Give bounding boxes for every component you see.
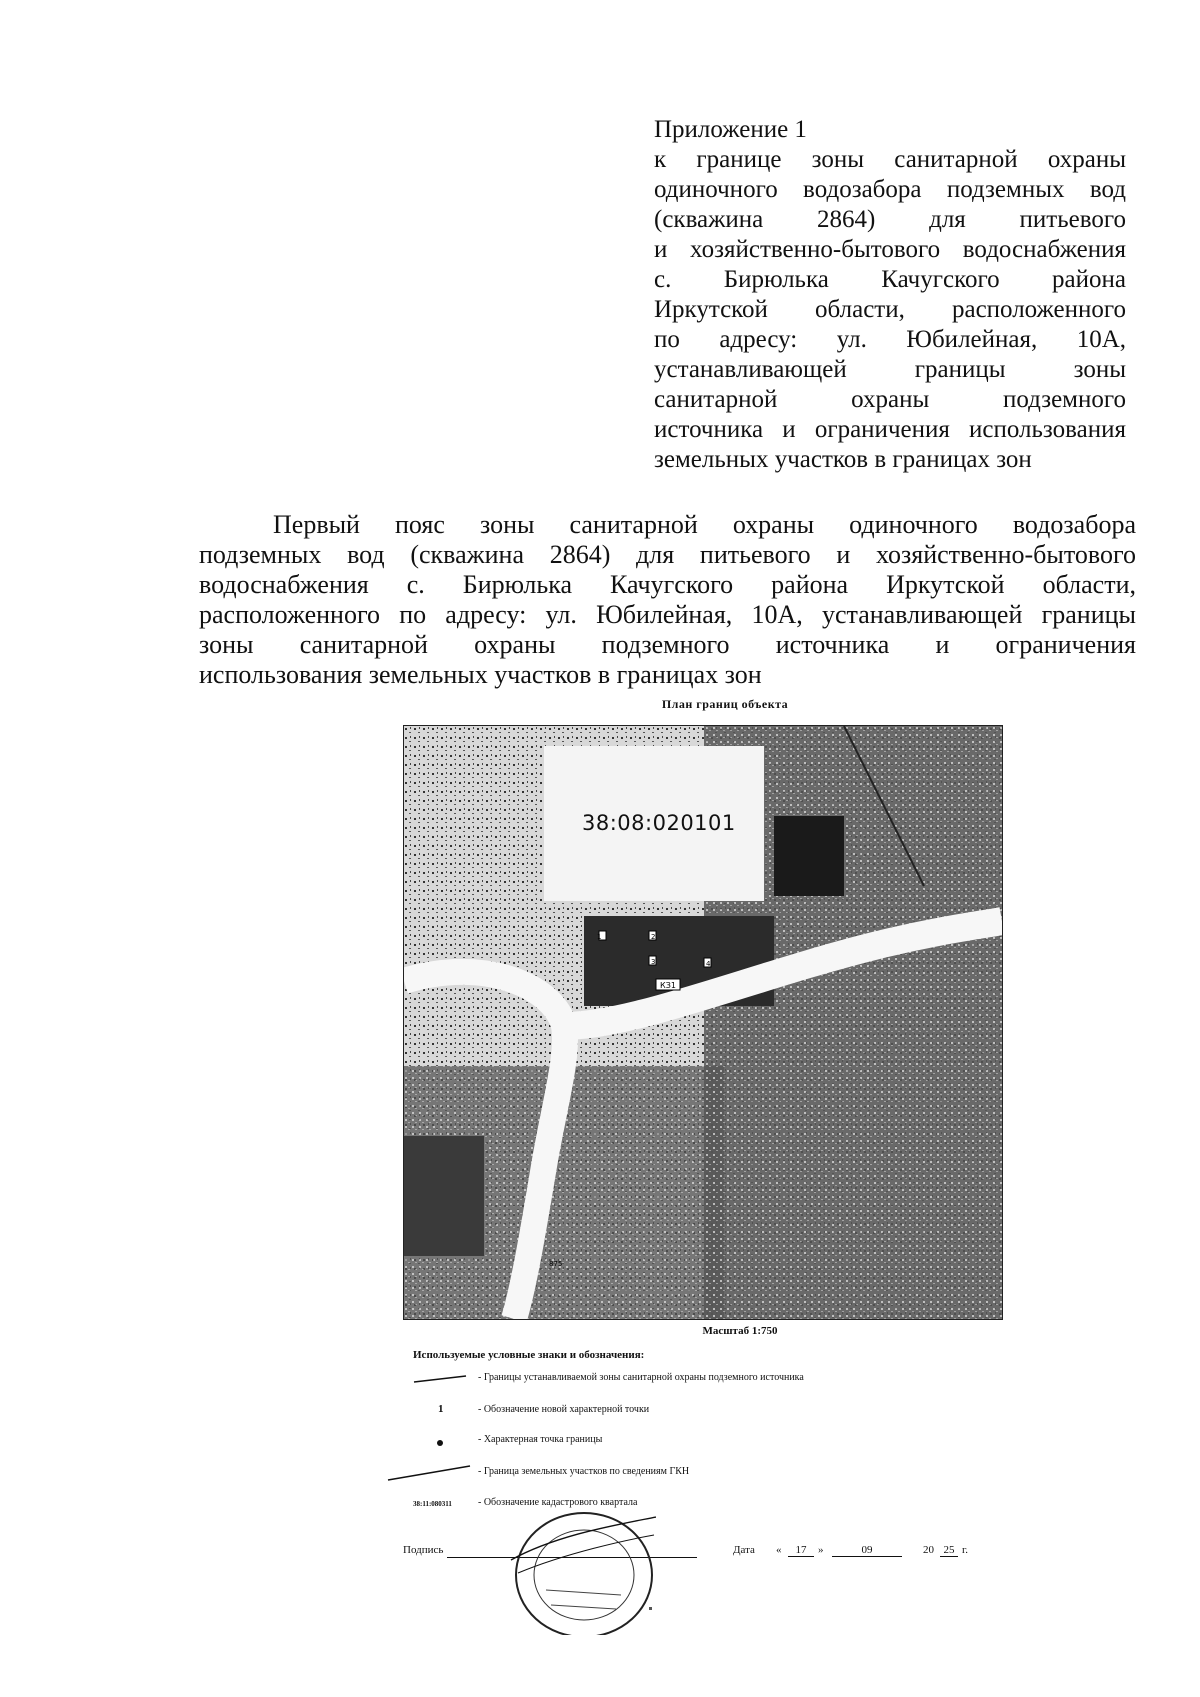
parcel-label: 875 xyxy=(549,1260,563,1268)
legend-item-cadastral-quarter: - Обозначение кадастрового квартала xyxy=(478,1497,638,1508)
date-month: 09 xyxy=(832,1544,902,1557)
legend-heading: Используемые условные знаки и обозначения: xyxy=(413,1349,645,1361)
appendix-line: одиночного водозабора подземных вод xyxy=(654,176,1126,203)
appendix-line: (скважина 2864) для питьевого xyxy=(654,206,1126,233)
new-point-symbol: 1 xyxy=(438,1403,444,1415)
appendix-line: источника и ограничения использования xyxy=(654,416,1126,443)
paragraph-line: водоснабжения с. Бирюлька Качугского района Иркутской области, xyxy=(199,570,1136,599)
appendix-line: по адресу: ул. Юбилейная, 10А, xyxy=(654,326,1126,353)
appendix-line: с. Бирюлька Качугского района xyxy=(654,266,1126,293)
point-label: 4 xyxy=(706,960,711,968)
point-label: 2 xyxy=(651,933,656,941)
appendix-title: Приложение 1 xyxy=(654,116,807,143)
page-mark xyxy=(649,1607,652,1610)
date-quote-open: « xyxy=(776,1544,782,1556)
appendix-line: и хозяйственно-бытового водоснабжения xyxy=(654,236,1126,263)
plan-title: План границ объекта xyxy=(661,697,789,711)
appendix-line: Иркутской области, расположенного xyxy=(654,296,1126,323)
date-day: 17 xyxy=(788,1544,814,1557)
paragraph-line: Первый пояс зоны санитарной охраны одиночного водозабора xyxy=(273,510,1136,539)
paragraph-line: зоны санитарной охраны подземного источника и ограничения xyxy=(199,630,1136,659)
paragraph-line: расположенного по адресу: ул. Юбилейная, 10А, устанавливающей границы xyxy=(199,600,1136,629)
appendix-line: к границе зоны санитарной охраны xyxy=(654,146,1126,173)
point-label: 3 xyxy=(651,958,656,966)
date-year-unit: г. xyxy=(962,1544,969,1556)
main-paragraph xyxy=(199,510,1136,690)
appendix-line: санитарной охраны подземного xyxy=(654,386,1126,413)
map-scale: Масштаб 1:750 xyxy=(702,1325,778,1337)
boundary-point-dot-icon xyxy=(437,1440,443,1446)
legend-item-new-point: - Обозначение новой характерной точки xyxy=(478,1404,650,1415)
legend-item-parcel-boundary: - Граница земельных участков по сведениям ГКН xyxy=(478,1466,690,1477)
appendix-line: устанавливающей границы зоны xyxy=(654,356,1126,383)
round-seal-stamp xyxy=(506,1495,656,1635)
date-year-suffix: 25 xyxy=(940,1544,958,1557)
site-plan-map xyxy=(403,725,1003,1320)
date-year-prefix: 20 xyxy=(923,1544,934,1556)
date-quote-close: » xyxy=(818,1544,824,1556)
legend-item-boundary-point: - Характерная точка границы xyxy=(478,1434,603,1445)
date-label: Дата xyxy=(733,1544,755,1556)
point-label: 1 xyxy=(597,933,602,941)
signature-label: Подпись xyxy=(403,1544,444,1556)
appendix-header xyxy=(654,115,1126,475)
zone-boundary-line-icon xyxy=(412,1372,468,1384)
cadastral-number: 38:08:020101 xyxy=(582,811,736,835)
paragraph-line: использования земельных участков в границах зон xyxy=(199,660,762,689)
well-label: КЗ1 xyxy=(660,981,676,990)
parcel-boundary-line-icon xyxy=(386,1462,472,1482)
paragraph-line: подземных вод (скважина 2864) для питьевого и хозяйственно-бытового xyxy=(199,540,1136,569)
legend-item-zone-boundary: - Границы устанавливаемой зоны санитарной охраны подземного источника xyxy=(478,1372,804,1383)
cadastral-quarter-symbol: 38:11:080311 xyxy=(413,1500,452,1508)
appendix-line: земельных участков в границах зон xyxy=(654,446,1032,473)
